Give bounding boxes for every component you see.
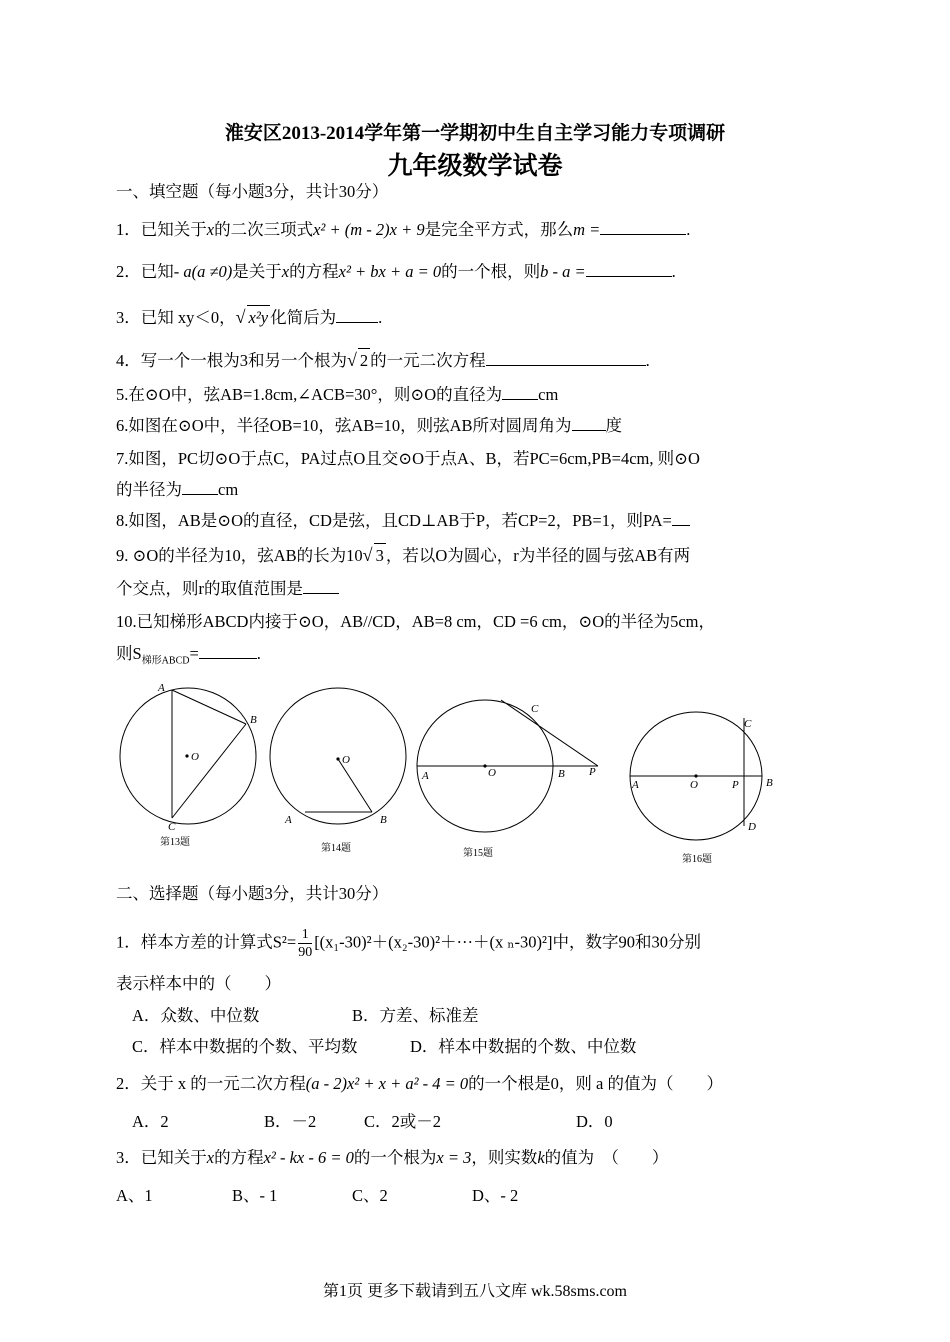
answer-blank	[572, 414, 606, 431]
label-a: A	[158, 682, 165, 694]
circle-14	[270, 688, 406, 824]
sqrt-sign: √	[235, 307, 246, 327]
label-a: A	[422, 770, 429, 782]
center-dot	[185, 754, 188, 757]
option-b: B、- 1	[232, 1186, 278, 1205]
option-c: C．2或－2	[364, 1112, 442, 1131]
label-o: O	[690, 779, 698, 791]
section1-heading: 一、填空题（每小题3分，共计30分）	[116, 182, 389, 201]
answer-blank	[600, 218, 686, 235]
label-c: C	[531, 703, 539, 715]
fill-question-9-line2: 个交点，则r的取值范围是	[116, 577, 339, 601]
label-c: C	[744, 718, 752, 730]
caption-15: 第15题	[463, 848, 493, 859]
fraction: $\frac{1}{90}$	[298, 927, 313, 960]
fill-question-2: 2．已知- a(a ≠0)是关于x的方程x² + bx + a = 0的一个根，则b - a = .	[116, 262, 676, 281]
section2-heading: 二、选择题（每小题3分，共计30分）	[116, 884, 389, 903]
label-c: C	[168, 821, 176, 833]
label-a: A	[632, 779, 639, 791]
answer-blank	[199, 642, 257, 659]
caption-14: 第14题	[321, 843, 351, 854]
center-dot	[483, 764, 486, 767]
label-p: P	[732, 779, 739, 791]
choice-question-1-line2: 表示样本中的（ ）	[116, 974, 281, 993]
label-b: B	[766, 777, 773, 789]
option-a: A．2	[132, 1112, 169, 1131]
answer-blank	[486, 349, 646, 366]
sqrt-sign: √	[347, 350, 357, 370]
label-b: B	[250, 714, 257, 726]
label-b: B	[558, 768, 565, 780]
figure-13	[120, 682, 257, 848]
answer-blank	[586, 260, 672, 277]
answer-blank	[303, 577, 339, 594]
label-a: A	[285, 814, 292, 826]
option-d: D、- 2	[472, 1186, 519, 1205]
option-b: B．－2	[264, 1112, 317, 1131]
fill-question-10-line1: 10.已知梯形ABCD内接于⊙O，AB//CD，AB=8 cm，CD =6 cm，⊙O的半径为5cm，	[116, 612, 716, 631]
label-o: O	[488, 767, 496, 779]
answer-blank	[336, 306, 378, 323]
figure-16	[630, 712, 773, 865]
center-dot	[694, 774, 697, 777]
fill-question-9-line1: 9. ⊙O的半径为10，弦AB的长为10√ 3 ，若以O为圆心，r为半径的圆与弦AB有两	[116, 543, 690, 568]
option-c: C．样本中数据的个数、平均数	[132, 1037, 358, 1056]
choice-question-2: 2．关于 x 的一元二次方程(a - 2)x² + x + a² - 4 = 0的一个根是0，则 a 的值为（ ）	[116, 1074, 723, 1093]
figure-15	[417, 700, 598, 859]
option-c: C、2	[352, 1186, 388, 1205]
fill-question-7-line1: 7.如图，PC切⊙O于点C，PA过点O且交⊙O于点A、B，若PC=6cm,PB=4cm, 则⊙O	[116, 449, 700, 468]
page-footer: 第1页 更多下载请到五八文库 wk.58sms.com	[322, 1283, 627, 1300]
label-o: O	[342, 754, 350, 766]
option-a: A、1	[116, 1186, 153, 1205]
option-d: D．0	[576, 1112, 613, 1131]
sqrt-sign: √	[362, 545, 373, 565]
choice-question-1-line1: 1．样本方差的计算式S²= $\frac{1}{90}$ [(x₁-30)²＋(x₂-30)²＋···＋(x ₙ-30)²]中，数字90和30分别	[116, 927, 701, 960]
option-a: A．众数、中位数	[132, 1006, 260, 1025]
fill-question-5: 5.在⊙O中，弦AB=1.8cm,∠ACB=30°，则⊙O的直径为 cm	[116, 385, 559, 404]
exam-title-line1: 淮安区2013-2014学年第一学期初中生自主学习能力专项调研	[224, 123, 726, 144]
label-d: D	[748, 821, 756, 833]
geometry-figures	[108, 680, 788, 870]
exam-title-line2: 九年级数学试卷	[387, 153, 563, 180]
label-o: O	[191, 751, 199, 763]
answer-blank	[672, 509, 690, 526]
fill-question-7-line2: 的半径为 cm	[116, 480, 239, 499]
fill-question-1: 1．已知关于x的二次三项式x² + (m - 2)x + 9是完全平方式，那么m = .	[116, 220, 691, 239]
option-d: D．样本中数据的个数、中位数	[410, 1037, 637, 1056]
label-b: B	[380, 814, 387, 826]
label-p: P	[589, 766, 596, 778]
caption-13: 第13题	[160, 837, 190, 848]
option-b: B．方差、标准差	[352, 1006, 479, 1025]
choice-question-3: 3．已知关于x的方程x² - kx - 6 = 0的一个根为x = 3，则实数k的值为 （ ）	[116, 1148, 669, 1167]
answer-blank	[182, 478, 218, 495]
center-dot	[336, 757, 339, 760]
radius-ob	[338, 759, 372, 812]
chord-bc	[172, 724, 246, 818]
answer-blank	[502, 383, 538, 400]
caption-16: 第16题	[682, 854, 712, 865]
tangent-pc	[501, 700, 598, 766]
fill-question-4: 4．写一个一根为3和另一个根为√ 2 的一元二次方程 .	[116, 348, 650, 373]
fill-question-6: 6.如图在⊙O中，半径OB=10，弦AB=10，则弦AB所对圆周角为 度	[116, 416, 622, 435]
fill-question-3: 3．已知 xy＜0，√ x²y 化简后为 .	[116, 305, 382, 330]
fill-question-8: 8.如图，AB是⊙O的直径，CD是弦，且CD⊥AB于P，若CP=2，PB=1，则PA=	[116, 509, 690, 533]
fill-question-10-line2: 则$S_{梯形ABCD}=$ .	[116, 644, 261, 667]
figure-14	[270, 688, 406, 854]
